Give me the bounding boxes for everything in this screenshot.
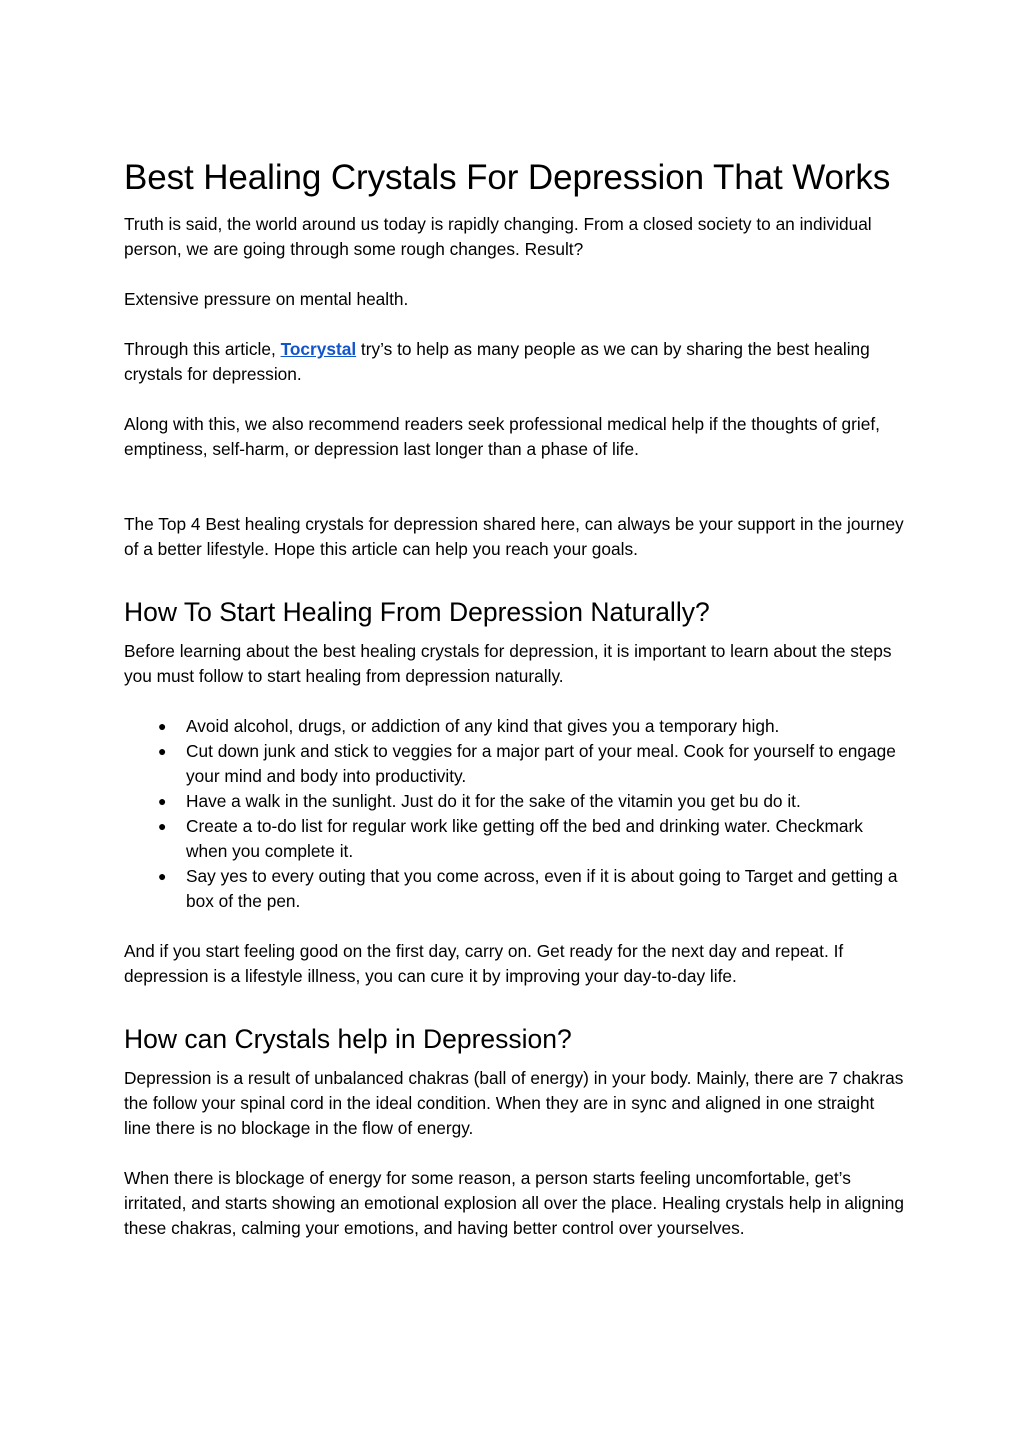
list-item (124, 714, 904, 739)
bullet-icon: ● (158, 743, 167, 759)
section-heading-healing-naturally: How To Start Healing From Depression Naturally? (124, 597, 710, 627)
list-item (124, 739, 904, 789)
tocrystal-link[interactable]: Tocrystal (280, 339, 357, 359)
article-title: Best Healing Crystals For Depression That Works (124, 158, 891, 197)
list-item-text: Avoid alcohol, drugs, or addiction of any kind that gives you a temporary high. (186, 716, 780, 736)
bullet-icon: ● (158, 793, 167, 809)
list-item (124, 864, 904, 914)
intro-paragraph-3 (124, 337, 904, 387)
document-page (124, 156, 904, 1266)
healing-steps-list (124, 714, 904, 914)
intro-paragraph-5: The Top 4 Best healing crystals for depression shared here, can always be your support in the journey of a better lifestyle. Hope this article can help you reach your goals. (124, 514, 904, 559)
list-item-text: Create a to-do list for regular work like getting off the bed and drinking water. Checkmark when you complete it. (186, 816, 863, 861)
intro-paragraph-4: Along with this, we also recommend readers seek professional medical help if the thoughts of grief, emptiness, self-harm, or depression last longer than a phase of life. (124, 414, 880, 459)
list-item-text: Say yes to every outing that you come across, even if it is about going to Target and getting a box of the pen. (186, 866, 898, 911)
section-heading-crystals-help: How can Crystals help in Depression? (124, 1024, 572, 1054)
section1-paragraph-2: And if you start feeling good on the first day, carry on. Get ready for the next day and repeat. If depression is a lifestyle illness, you can cure it by improving your day-to-day life. (124, 941, 844, 986)
list-item (124, 814, 904, 864)
intro-paragraph-2: Extensive pressure on mental health. (124, 289, 409, 309)
intro-paragraph-3-after: try’s to help as many people as we can by sharing the best healing crystals for depression. (124, 339, 870, 384)
intro-paragraph-3-before: Through this article, (124, 339, 281, 359)
section2-paragraph-1: Depression is a result of unbalanced chakras (ball of energy) in your body. Mainly, there are 7 chakras the follow your spinal cord in the ideal condition. When they are in sync and aligned in one straight line there is no blockage in the flow of energy. (124, 1068, 904, 1138)
list-item-text: Cut down junk and stick to veggies for a major part of your meal. Cook for yourself to engage your mind and body into productivity. (186, 741, 896, 786)
section2-paragraph-2: When there is blockage of energy for some reason, a person starts feeling uncomfortable, get’s irritated, and starts showing an emotional explosion all over the place. Healing crystals help in aligning these chakras, calming your emotions, and having better control over yourselves. (124, 1168, 905, 1238)
bullet-icon: ● (158, 718, 167, 734)
bullet-icon: ● (158, 868, 167, 884)
intro-paragraph-1: Truth is said, the world around us today is rapidly changing. From a closed society to an individual person, we are going through some rough changes. Result? (124, 214, 872, 259)
bullet-icon: ● (158, 818, 167, 834)
list-item-text: Have a walk in the sunlight. Just do it for the sake of the vitamin you get bu do it. (186, 791, 801, 811)
section1-paragraph-1: Before learning about the best healing crystals for depression, it is important to learn about the steps you must follow to start healing from depression naturally. (124, 641, 892, 686)
list-item (124, 789, 904, 814)
